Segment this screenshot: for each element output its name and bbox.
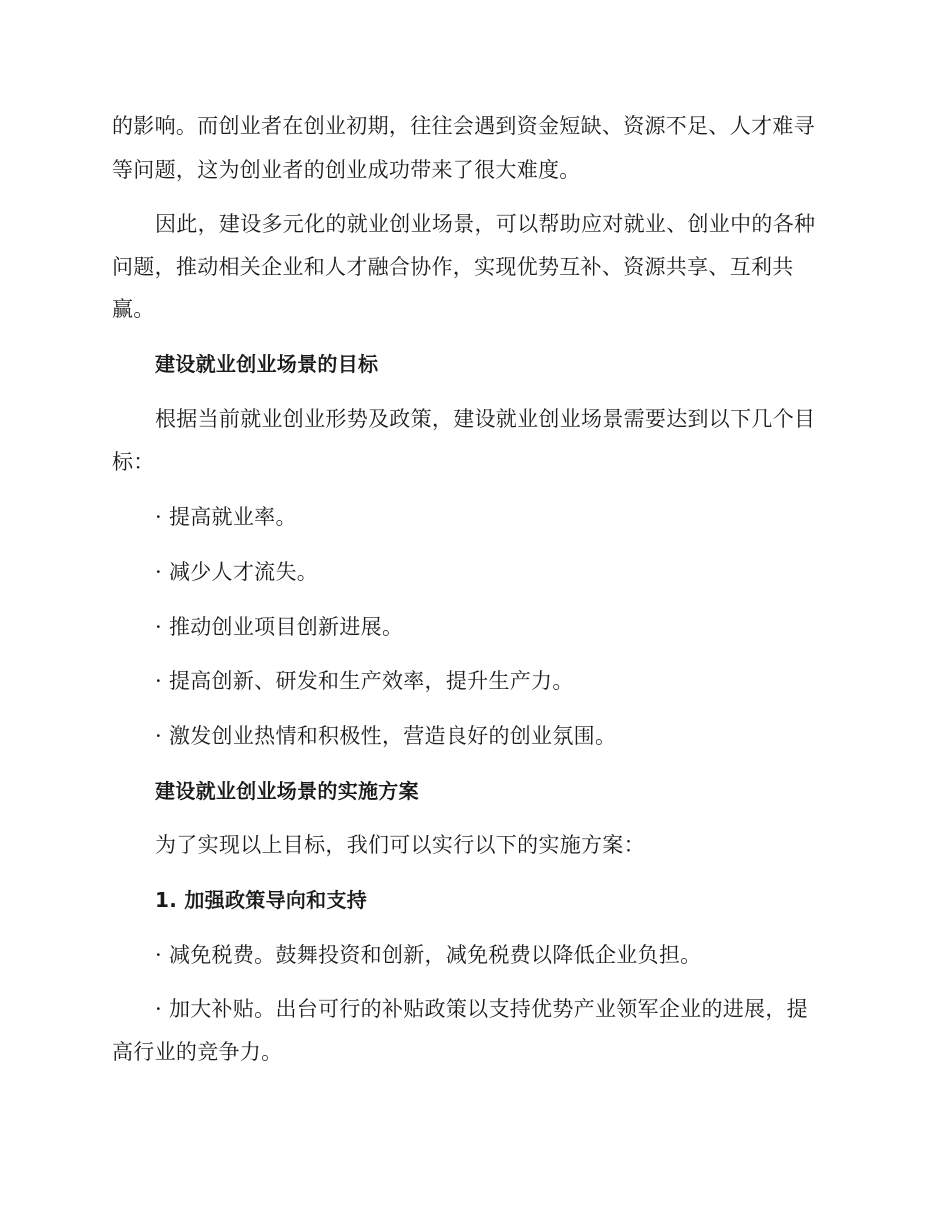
list-item: · 减少人才流失。 (155, 560, 319, 584)
paragraph-line: 问题，推动相关企业和人才融合协作，实现优势互补、资源共享、互利共 (112, 255, 794, 279)
section-heading-plan: 建设就业创业场景的实施方案 (155, 779, 419, 803)
paragraph-line: · 加大补贴。出台可行的补贴政策以支持优势产业领军企业的进展，提 (155, 997, 808, 1021)
paragraph-line: 根据当前就业创业形势及政策，建设就业创业场景需要达到以下几个目 (155, 407, 816, 431)
list-item: · 提高就业率。 (155, 505, 297, 529)
subsection-heading: 1. 加强政策导向和支持 (155, 888, 368, 912)
paragraph-line: 为了实现以上目标，我们可以实行以下的实施方案： (155, 833, 645, 857)
paragraph-line: 因此，建设多元化的就业创业场景，可以帮助应对就业、创业中的各种 (155, 212, 816, 236)
paragraph-line: 等问题，这为创业者的创业成功带来了很大难度。 (112, 158, 581, 182)
paragraph-line: 的影响。而创业者在创业初期，往往会遇到资金短缺、资源不足、人才难寻 (112, 114, 815, 138)
list-item: · 推动创业项目创新进展。 (155, 615, 404, 639)
list-item: · 减免税费。鼓舞投资和创新，减免税费以降低企业负担。 (155, 943, 702, 967)
list-item: · 提高创新、研发和生产效率，提升生产力。 (155, 669, 574, 693)
list-item: · 激发创业热情和积极性，营造良好的创业氛围。 (155, 724, 617, 748)
section-heading-goals: 建设就业创业场景的目标 (155, 352, 379, 376)
paragraph-line: 高行业的竞争力。 (112, 1040, 283, 1064)
paragraph-line: 标： (112, 450, 155, 474)
paragraph-line: 赢。 (112, 297, 155, 321)
